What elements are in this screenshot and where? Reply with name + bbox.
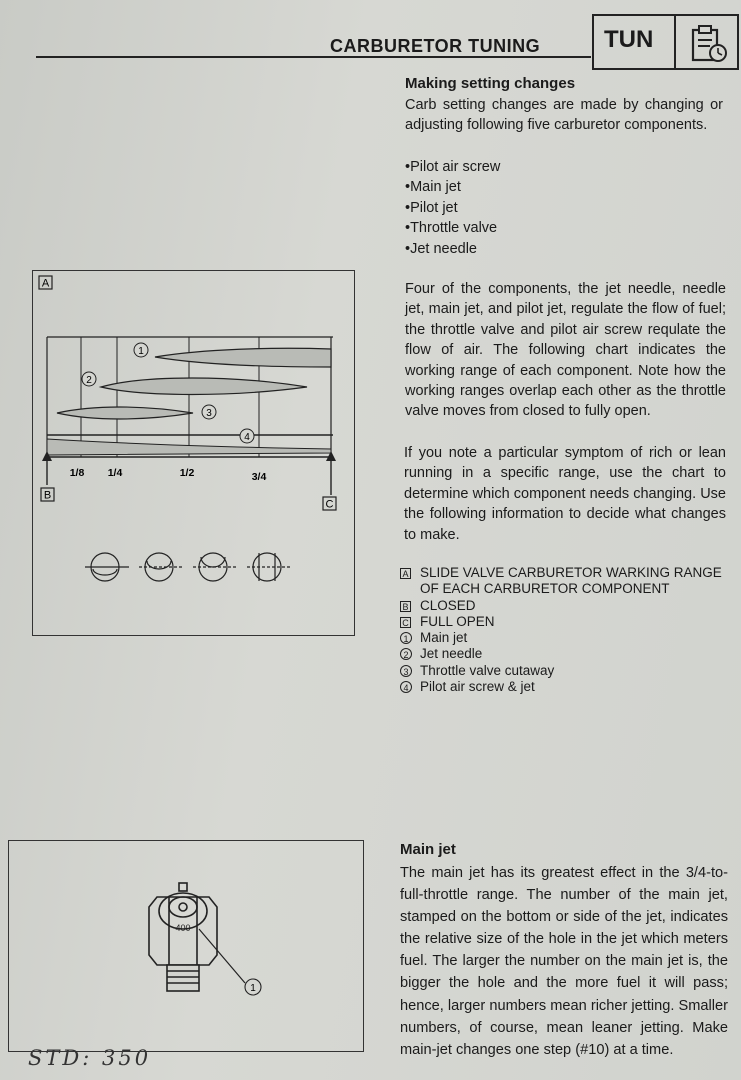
legend-row bbox=[400, 565, 725, 598]
main-jet-drawing bbox=[9, 841, 362, 1050]
section-tab bbox=[592, 14, 739, 70]
legend-text: Throttle valve cutaway bbox=[420, 662, 555, 678]
legend-row bbox=[400, 646, 725, 662]
symptom-paragraph: If you note a particular symptom of rich or lean running in a specific range, use the chart to determine which component needs changing. Use the following information to decide what changes to make. bbox=[404, 445, 726, 543]
working-range-figure bbox=[32, 270, 355, 636]
main-jet-figure bbox=[8, 840, 364, 1052]
main-jet-heading: Main jet bbox=[400, 841, 456, 858]
legend-row bbox=[400, 679, 725, 695]
making-changes-intro: Carb setting changes are made by changing or adjusting following five carburetor components. bbox=[405, 97, 723, 134]
figure-legend bbox=[400, 565, 725, 695]
section-tab-divider bbox=[674, 16, 676, 68]
section-tab-label: TUN bbox=[604, 26, 654, 53]
callout-4: 4 bbox=[244, 432, 250, 443]
tick-label: 1/4 bbox=[107, 467, 123, 479]
svg-text:400: 400 bbox=[175, 923, 191, 933]
main-jet-paragraph: The main jet has its greatest effect in the 3/4-to-full-throttle range. The number of the main jet, stamped on the bottom or side of the jet, indicates the relative size of the hole in the jet which meters fuel. The larger the number on the main jet is, the bigger the hole and the more fuel it will pass; hence, larger numbers mean richer jetting. Smaller numbers, of course, mean leaner jetting. Make main-jet changes one step (#10) at a time. bbox=[400, 865, 728, 1058]
legend-row bbox=[400, 663, 725, 679]
legend-row bbox=[400, 614, 725, 630]
label-b: B bbox=[43, 489, 52, 502]
legend-key: 4 bbox=[400, 681, 412, 693]
legend-text: SLIDE VALVE CARBURETOR WARKING RANGE OF EACH CARBURETOR COMPONENT bbox=[420, 565, 722, 597]
component-list bbox=[405, 157, 500, 259]
list-item: • Pilot air screw bbox=[405, 157, 500, 177]
label-c: C bbox=[325, 498, 334, 511]
list-item: • Jet needle bbox=[405, 239, 500, 259]
label-a: A bbox=[41, 277, 50, 290]
legend-key: 3 bbox=[400, 665, 412, 677]
handwritten-note: STD: 350 bbox=[28, 1046, 152, 1070]
list-item: • Pilot jet bbox=[405, 198, 500, 218]
legend-row bbox=[400, 598, 725, 614]
tick-label: 1/8 bbox=[69, 467, 85, 479]
list-item: • Main jet bbox=[405, 177, 500, 197]
list-item: • Throttle valve bbox=[405, 218, 500, 238]
legend-text: Main jet bbox=[420, 630, 468, 646]
legend-text: CLOSED bbox=[420, 597, 476, 613]
legend-row bbox=[400, 630, 725, 646]
legend-text: Jet needle bbox=[420, 646, 483, 662]
clipboard-stopwatch-icon bbox=[688, 24, 730, 64]
tick-label: 1/2 bbox=[179, 467, 195, 479]
legend-key: A bbox=[400, 568, 411, 579]
making-changes-heading: Making setting changes bbox=[405, 75, 576, 92]
legend-text: FULL OPEN bbox=[420, 613, 495, 629]
legend-key: B bbox=[400, 601, 411, 612]
components-paragraph: Four of the components, the jet needle, needle jet, main jet, and pilot jet, regulate the flow of fuel; the throttle valve and pilot air screw requlate the flow of air. The following chart indicates the working range of each component. Note how the working ranges overlap each other as the throttle valve moves from closed to fully open. bbox=[405, 281, 726, 420]
callout-2: 2 bbox=[86, 375, 92, 386]
throttle-position-sketches bbox=[85, 553, 291, 581]
callout-1: 1 bbox=[138, 346, 144, 357]
legend-key: 2 bbox=[400, 648, 412, 660]
legend-key: 1 bbox=[400, 632, 412, 644]
main-jet-callout: 1 bbox=[250, 983, 256, 994]
working-range-diagram bbox=[33, 271, 353, 634]
tick-label: 3/4 bbox=[251, 471, 267, 483]
legend-text: Pilot air screw & jet bbox=[420, 679, 535, 695]
callout-3: 3 bbox=[206, 408, 212, 419]
legend-key: C bbox=[400, 617, 411, 628]
page-title: CARBURETOR TUNING bbox=[330, 36, 541, 56]
